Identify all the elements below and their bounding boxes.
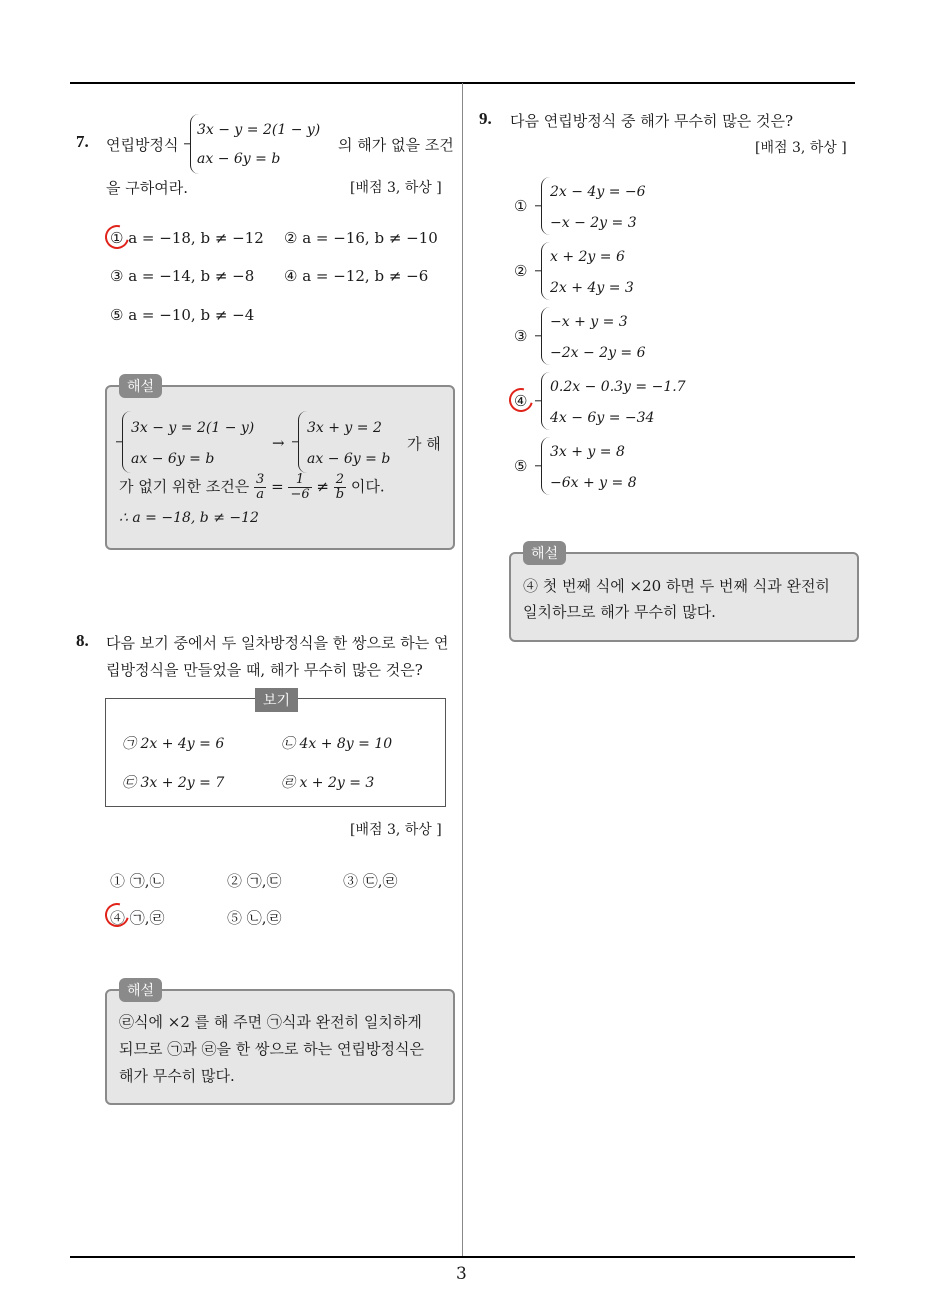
option-3-label[interactable]: ③ xyxy=(514,327,528,345)
choice-1[interactable]: ① ㉠,㉡ xyxy=(110,872,165,890)
choice-4[interactable]: ④ a = −12, b ≠ −6 xyxy=(284,267,429,285)
bogi-item-3: ㉢ 3x + 2y = 7 xyxy=(122,775,225,791)
score-label: [배점 3, 하상 ] xyxy=(350,822,442,838)
solution-tag: 해설 xyxy=(523,541,566,565)
option-2-brace xyxy=(541,242,550,300)
answer-mark xyxy=(505,384,538,417)
question-number: 8. xyxy=(76,631,89,650)
score-label: [배점 3, 하상 ] xyxy=(350,180,442,196)
solution-arrow: → xyxy=(272,434,285,452)
solution-line-2: 일치하므로 해가 무수히 많다. xyxy=(523,603,716,621)
option-2-label[interactable]: ② xyxy=(514,262,528,280)
solution-line-3: ∴ a = −18, b ≠ −12 xyxy=(119,510,259,526)
choice-5[interactable]: ⑤ ㉡,㉣ xyxy=(227,909,282,927)
fraction-2-over-b: $\frac{2}{b}$ xyxy=(335,472,345,502)
page-number: 3 xyxy=(456,1264,467,1284)
option-3-brace xyxy=(541,307,550,365)
equation-2: ax − 6y = b xyxy=(197,151,281,167)
equation-1: 3x − y = 2(1 − y) xyxy=(197,122,321,138)
question-line-1: 다음 보기 중에서 두 일차방정식을 한 쌍으로 하는 연 xyxy=(106,634,449,652)
choice-3[interactable]: ③ ㉢,㉣ xyxy=(343,872,398,890)
bogi-item-4: ㉣ x + 2y = 3 xyxy=(281,775,375,791)
solution-right-brace xyxy=(298,411,307,473)
option-2-eq2: 2x + 4y = 3 xyxy=(550,280,634,296)
option-5-eq1: 3x + y = 8 xyxy=(550,444,625,460)
option-4-brace xyxy=(541,372,550,430)
option-3-eq2: −2x − 2y = 6 xyxy=(550,345,646,361)
question-number: 7. xyxy=(76,132,89,151)
option-4-eq2: 4x − 6y = −34 xyxy=(550,410,655,426)
solution-tail: 가 해 xyxy=(407,435,441,453)
solution-line-2: 되므로 ㉠과 ㉣을 한 쌍으로 하는 연립방정식은 xyxy=(119,1040,424,1058)
choice-1[interactable]: ① a = −18, b ≠ −12 xyxy=(110,229,264,247)
solution-line-2b: 이다. xyxy=(350,477,385,496)
option-5-label[interactable]: ⑤ xyxy=(514,457,528,475)
option-4-eq1: 0.2x − 0.3y = −1.7 xyxy=(550,379,686,395)
option-1-eq2: −x − 2y = 3 xyxy=(550,215,637,231)
choice-2[interactable]: ② ㉠,㉢ xyxy=(227,872,282,890)
solution-right-eq1: 3x + y = 2 xyxy=(307,420,382,436)
solution-tag: 해설 xyxy=(119,978,162,1002)
solution-left-eq1: 3x − y = 2(1 − y) xyxy=(131,420,255,436)
bogi-tag: 보기 xyxy=(255,688,298,712)
option-5-brace xyxy=(541,437,550,495)
option-5-eq2: −6x + y = 8 xyxy=(550,475,637,491)
equals-sign: = xyxy=(271,477,284,496)
solution-line-1: ④ 첫 번째 식에 ×20 하면 두 번째 식과 완전히 xyxy=(523,577,830,595)
option-1-label[interactable]: ① xyxy=(514,197,528,215)
fraction-3-over-a: $\frac{3}{a}$ xyxy=(256,472,265,502)
not-equal-sign: ≠ xyxy=(316,477,329,496)
question-number: 9. xyxy=(479,109,492,128)
solution-line-1: ㉣식에 ×2 를 해 주면 ㉠식과 완전히 일치하게 xyxy=(119,1013,422,1031)
column-divider xyxy=(462,83,463,1257)
option-2-eq1: x + 2y = 6 xyxy=(550,249,625,265)
score-label: [배점 3, 하상 ] xyxy=(755,140,847,156)
option-1-eq1: 2x − 4y = −6 xyxy=(550,184,646,200)
solution-left-brace xyxy=(122,411,131,473)
option-3-eq1: −x + y = 3 xyxy=(550,314,628,330)
solution-line-2 xyxy=(119,473,385,502)
solution-box xyxy=(509,552,859,642)
option-4-label[interactable]: ④ xyxy=(514,392,528,410)
solution-line-3: 해가 무수히 많다. xyxy=(119,1067,235,1085)
solution-tag: 해설 xyxy=(119,374,162,398)
question-lead: 연립방정식 xyxy=(106,136,179,154)
question-line-2: 립방정식을 만들었을 때, 해가 무수히 많은 것은? xyxy=(106,661,423,679)
bogi-item-1: ㉠ 2x + 4y = 6 xyxy=(122,736,225,752)
question-line-2: 을 구하여라. xyxy=(106,179,188,197)
answer-mark xyxy=(101,221,134,254)
bottom-rule xyxy=(70,1256,855,1258)
question-tail: 의 해가 없을 조건 xyxy=(338,136,454,154)
choice-5[interactable]: ⑤ a = −10, b ≠ −4 xyxy=(110,306,255,324)
option-1-brace xyxy=(541,177,550,235)
choice-3[interactable]: ③ a = −14, b ≠ −8 xyxy=(110,267,255,285)
choice-4[interactable]: ④ ㉠,㉣ xyxy=(110,909,165,927)
choice-2[interactable]: ② a = −16, b ≠ −10 xyxy=(284,229,438,247)
solution-left-eq2: ax − 6y = b xyxy=(131,451,215,467)
question-line-1: 다음 연립방정식 중 해가 무수히 많은 것은? xyxy=(510,112,793,130)
fraction-1-over-minus-6: $\frac{1}{-6}$ xyxy=(290,472,310,502)
bogi-item-2: ㉡ 4x + 8y = 10 xyxy=(281,736,393,752)
solution-right-eq2: ax − 6y = b xyxy=(307,451,391,467)
solution-line-2a: 가 없기 위한 조건은 xyxy=(119,477,250,496)
